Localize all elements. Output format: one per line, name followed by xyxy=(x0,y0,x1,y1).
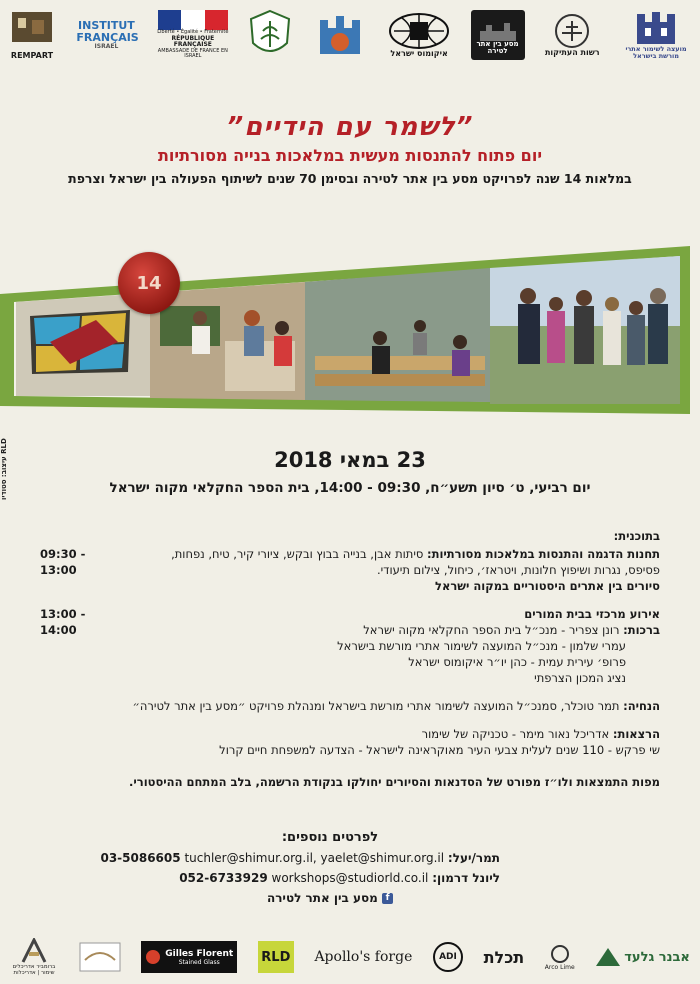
event-date: 23 במאי 2018 xyxy=(274,448,426,472)
contact-block xyxy=(0,828,700,908)
slot1-text3: סיורים בין אתרים היסטוריים במקוה ישראל xyxy=(435,579,660,593)
apollos-forge-logo xyxy=(314,949,412,965)
maps-note: מפות התמצאות ולו״ז מפורט של הסדנאות והסיורים יחולקו בנקודת הרשמה, בלב המתחם ההיסטורי. xyxy=(129,775,660,789)
adi-label: ADI xyxy=(439,952,457,962)
slot1-time: 09:30 - 13:00 xyxy=(40,547,86,577)
adi-logo xyxy=(433,942,463,972)
masa-bein-atar-logo xyxy=(471,10,525,60)
slot2-time: 13:00 - 14:00 xyxy=(40,607,86,637)
contact-heading: לפרטים נוספים: xyxy=(281,830,379,845)
photo-banner xyxy=(0,246,700,426)
even-gilad-label: אבנר גלעד xyxy=(624,949,690,965)
arco-lime-logo xyxy=(545,944,575,971)
apollo-label: Apollo's forge xyxy=(314,949,413,965)
greeting-4: נציג המכון הצרפתי xyxy=(534,671,626,685)
slot1-text1: סיתות אבן, בנייה בבוץ ובקש, ציורי קיר, טיח, נפחות, xyxy=(171,547,424,561)
even-gilad-logo xyxy=(595,946,690,968)
contact2-email[interactable]: workshops@studiorld.co.il xyxy=(271,871,429,885)
design-credit: עיצוב: סטודיו RLD xyxy=(0,438,8,500)
shimur-label: מועצה לשימור אתרי מורשת בישראל xyxy=(625,44,687,60)
event-tagline: במלאות 14 שנה לפרויקט מסע בין אתר לטירה ובסימן 70 שנים לשיתוף הפעולה בין ישראל וצרפת xyxy=(68,171,632,186)
event-title: ”לשמר עם הידיים” xyxy=(226,112,474,142)
republique-francaise-logo xyxy=(157,10,229,60)
facebook-icon: f xyxy=(382,893,393,904)
icomos-logo xyxy=(388,12,450,59)
rempart-logo xyxy=(8,10,56,61)
talk-2: שי פרקש - 110 שנים לעלית צבעי העיר מאוקראינה לישראל - הצדעה למשפחת חיים קרול xyxy=(219,743,660,757)
gilles-label: Gilles Florent xyxy=(165,948,234,959)
program xyxy=(40,528,660,790)
local-authority-logo xyxy=(545,13,600,58)
contact1-label: תמר/יעל: xyxy=(447,851,500,865)
rld-label: RLD xyxy=(261,949,291,965)
anniversary-seal xyxy=(118,252,180,314)
host-label: הנחיה: xyxy=(623,699,660,713)
architect-logo xyxy=(10,938,58,976)
rld-logo xyxy=(258,941,294,973)
facebook-link[interactable] xyxy=(160,888,500,908)
bottom-logo-bar xyxy=(0,930,700,984)
masa-label: מסע בין אתר לטירה xyxy=(476,39,519,56)
program-slot-2 xyxy=(40,606,660,758)
greetings-label: ברכות: xyxy=(623,623,660,637)
artisan-logo xyxy=(79,942,121,972)
greeting-3: פרופ׳ עירית עמית - כהן יו״ר איקומוס ישראל xyxy=(408,655,626,669)
gilles-florent-logo xyxy=(141,941,237,973)
rempart-label: REMPART xyxy=(10,50,54,60)
rf-label: RÉPUBLIQUE FRANÇAISE xyxy=(171,34,215,49)
top-logo-bar xyxy=(0,0,700,70)
gilles-sub: Stained Glass xyxy=(178,958,220,966)
architect-label: ברומביר אדריכלים שימור | אדריכלות xyxy=(12,964,56,976)
tchelet-logo xyxy=(484,948,525,967)
group-photo xyxy=(490,256,680,404)
slot1-label: תחנות הדגמה והתנסות במלאכות מסורתיות: xyxy=(427,547,660,561)
rf-motto: Liberté • Égalité • Fraternité xyxy=(157,29,229,36)
facebook-label: מסע בין אתר לטירה xyxy=(266,891,378,905)
mikveh-israel-emblem xyxy=(249,9,291,61)
slot2-label: אירוע מרכזי בבית המורים xyxy=(524,607,660,621)
rf-sub: AMBASSADE DE FRANCE EN ISRAEL xyxy=(157,47,228,60)
contact1-phone: 03-5086605 xyxy=(100,851,181,865)
greeting-1: רונן צפריר - מנכ״ל בית הספר החקלאי מקוה ישראל xyxy=(363,623,620,637)
headline xyxy=(0,112,700,186)
host-text: תמר טוכלר, סמנכ״ל המועצה לשימור אתרי מורשת בישראל ומנהלת פרויקט ״מסע בין אתר לטירה״ xyxy=(132,699,620,713)
arco-label: Arco Lime xyxy=(544,963,575,971)
greeting-2: עמרי שלמון - מנכ״ל המועצה לשימור אתרי מורשת בישראל xyxy=(337,639,626,653)
institut-sub: ISRAEL xyxy=(94,42,119,50)
talk-1: אדריכל נאור מימר - טכניקה של שימור xyxy=(421,727,610,741)
event-details: יום רביעי, ט׳ סיון תשע״ח, 09:30 - 14:00, בית הספר החקלאי מקוה ישראל xyxy=(109,480,591,496)
contact2-label: ליונל דרמון: xyxy=(432,871,500,885)
seal-number: 14 xyxy=(136,272,162,294)
program-slot-1 xyxy=(40,546,660,594)
castle-logo xyxy=(312,10,368,60)
icomos-label: איקומוס ישראל xyxy=(390,48,448,58)
event-subtitle: יום פתוח להתנסות מעשית במלאכות בנייה מסורתיות xyxy=(157,146,543,165)
stained-glass-photo xyxy=(16,293,150,396)
institut-francais-logo xyxy=(76,18,139,51)
contact2-phone: 052-6733929 xyxy=(179,871,268,885)
slot1-text2: פסיפס, נגרות ושיפוץ חלונות, ויטראז׳, כיחול, צילום תיעודי. xyxy=(376,563,660,577)
tchelet-label: תכלת xyxy=(483,947,525,967)
program-heading: בתוכנית: xyxy=(613,529,660,543)
talks-label: הרצאות: xyxy=(612,727,660,741)
authority-label: רשות העתיקות xyxy=(544,47,600,57)
shimur-logo xyxy=(620,10,692,60)
institut-label: INSTITUT FRANÇAIS xyxy=(76,18,139,44)
carpentry-photo xyxy=(305,268,490,402)
date-block xyxy=(0,448,700,496)
contact1-email[interactable]: tuchler@shimur.org.il, yaelet@shimur.org.il xyxy=(184,851,445,865)
